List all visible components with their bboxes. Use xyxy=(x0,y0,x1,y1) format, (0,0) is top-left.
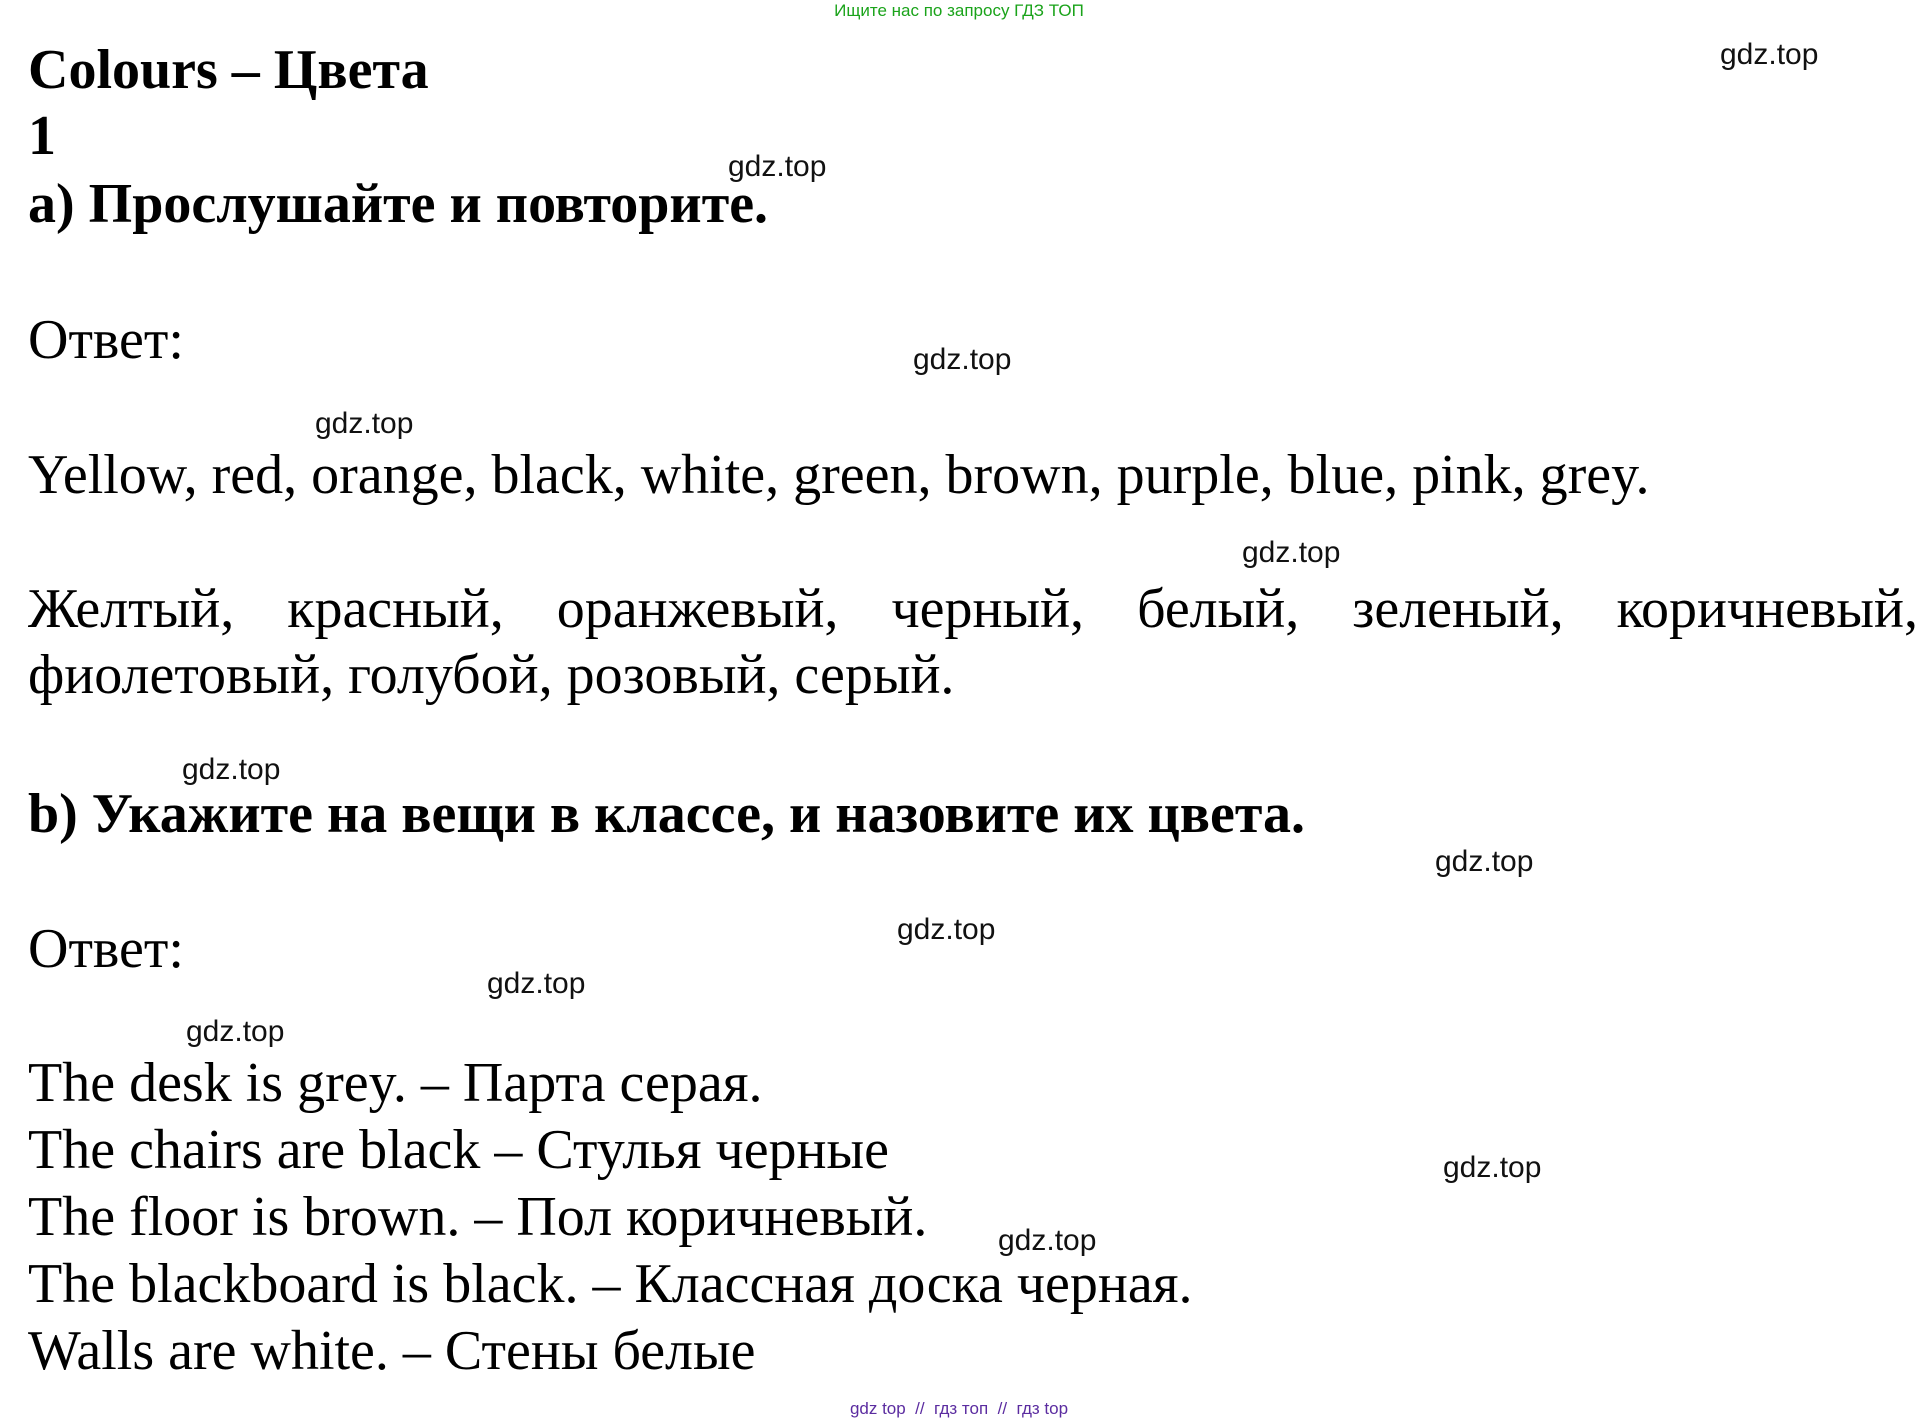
watermark: gdz.top xyxy=(897,913,996,946)
task-b-heading: b) Укажите на вещи в классе, и назовите их цвета. xyxy=(28,783,1306,845)
watermark: gdz.top xyxy=(1435,845,1534,878)
answer-b-line: The floor is brown. – Пол коричневый. xyxy=(28,1186,928,1248)
exercise-number: 1 xyxy=(28,105,56,167)
answer-b-line: The desk is grey. – Парта серая. xyxy=(28,1052,763,1114)
task-a-heading: a) Прослушайте и повторите. xyxy=(28,173,769,235)
answer-a-english: Yellow, red, orange, black, white, green, brown, purple, blue, pink, grey. xyxy=(28,444,1650,506)
watermark: gdz.top xyxy=(487,967,586,1000)
watermark: gdz.top xyxy=(1242,536,1341,569)
watermark: gdz.top xyxy=(182,753,281,786)
watermark: gdz.top xyxy=(186,1015,285,1048)
answer-b-line: The chairs are black – Стулья черные xyxy=(28,1119,889,1181)
page-title: Colours – Цвета xyxy=(28,39,429,101)
answer-label-a: Ответ: xyxy=(28,309,184,371)
watermark: gdz.top xyxy=(913,343,1012,376)
answer-b-line: The blackboard is black. – Классная доска черная. xyxy=(28,1253,1193,1315)
bottom-footer: gdz top // гдз топ // гдз top xyxy=(849,1399,1069,1418)
watermark: gdz.top xyxy=(998,1224,1097,1257)
watermark: gdz.top xyxy=(1720,38,1819,71)
answer-a-russian-line-2: фиолетовый, голубой, розовый, серый. xyxy=(28,644,955,706)
answer-label-b: Ответ: xyxy=(28,918,184,980)
watermark: gdz.top xyxy=(315,407,414,440)
watermark: gdz.top xyxy=(1443,1151,1542,1184)
answer-b-line: Walls are white. – Стены белые xyxy=(28,1320,756,1382)
top-banner: Ищите нас по запросу ГДЗ ТОП xyxy=(834,1,1084,20)
answer-a-russian xyxy=(28,576,1918,708)
watermark: gdz.top xyxy=(728,150,827,183)
answer-a-russian-line-1: Желтый, красный, оранжевый, черный, белый, зеленый, коричневый, xyxy=(28,578,1918,640)
